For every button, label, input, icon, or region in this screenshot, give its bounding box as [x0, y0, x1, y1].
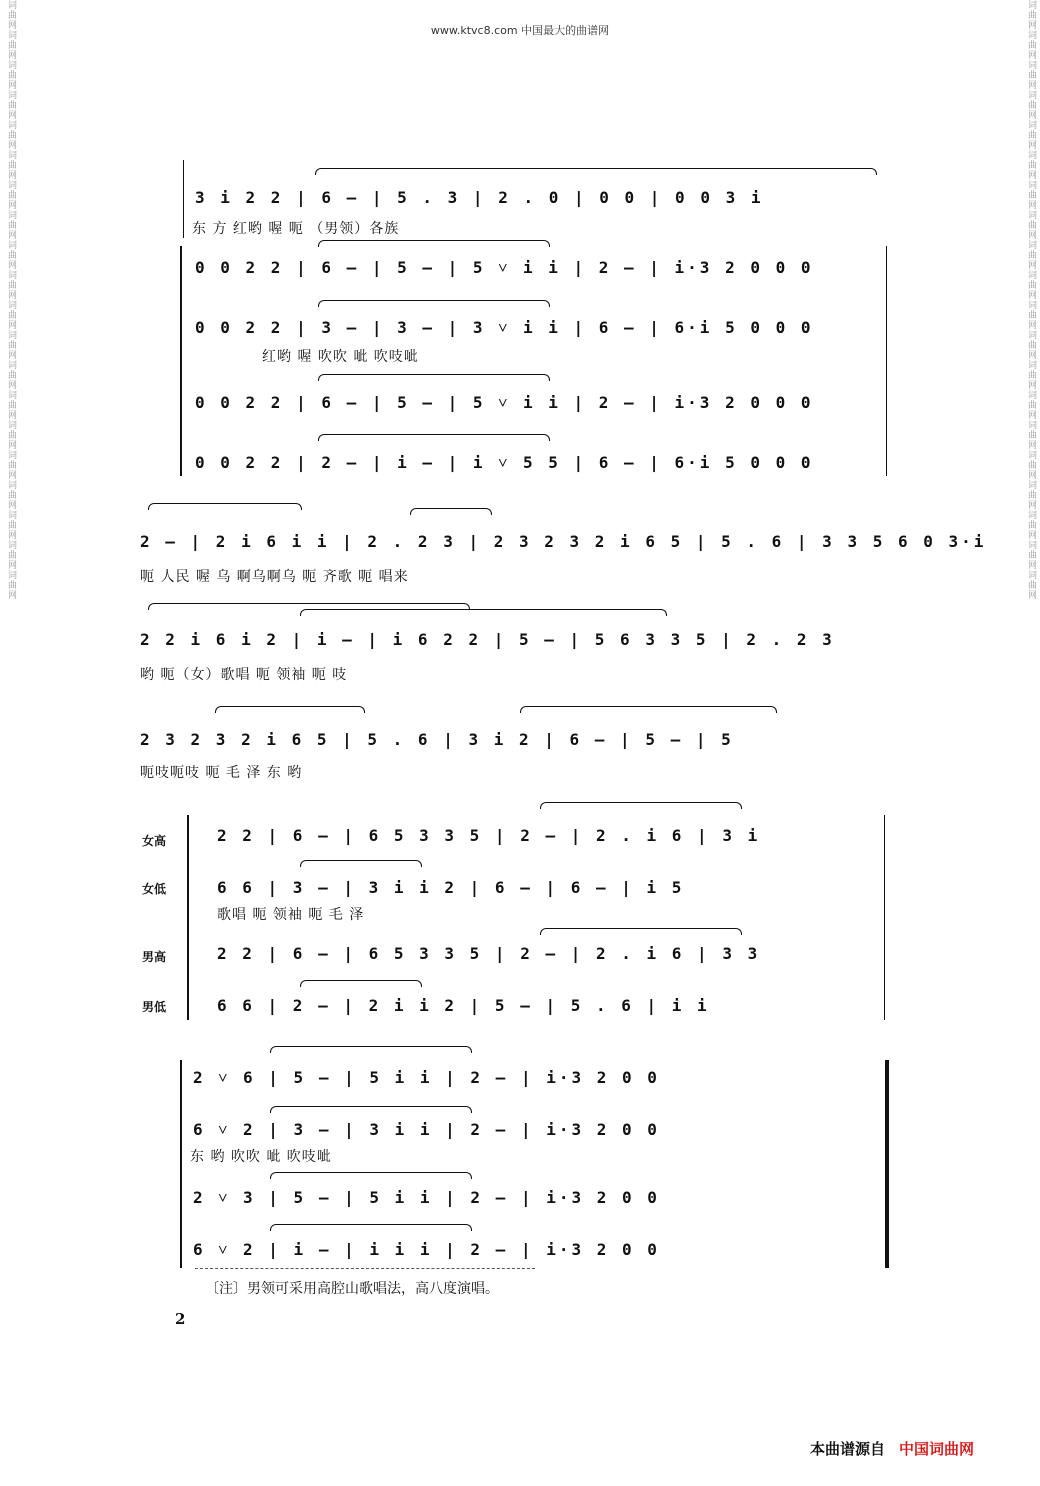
source-label: 本曲谱源自 — [810, 1440, 886, 1458]
slur — [270, 1046, 472, 1053]
lyric-line: 东 方 红哟 喔 呃 （男领）各族 — [192, 221, 400, 237]
voice-2-line: 6 ˅ 2 | 3 — | 3 i i | 2 — | i·3 2 0 0 — [193, 1120, 660, 1139]
melody-line: 3 i 2 2 | 6 — | 5 . 3 | 2 . 0 | 0 0 | 0 0 3 i — [195, 188, 764, 207]
slur — [540, 928, 742, 935]
source-footer — [810, 1438, 974, 1459]
melody-line: 2 — | 2 i 6 i i | 2 . 2 3 | 2 3 2 3 2 i 6 5 | 5 . 6 | 3 3 5 6 0 3·i — [140, 532, 987, 551]
slur — [410, 508, 492, 515]
part-label-soprano: 女高 — [142, 834, 167, 848]
side-watermark-left: 词曲网词曲网词曲网词曲网词曲网词曲网词曲网词曲网词曲网词曲网词曲网词曲网词曲网词曲网词曲网词曲网词曲网词曲网词曲网词曲网 — [6, 0, 16, 600]
choir-brace — [180, 246, 182, 476]
system-bracket — [183, 160, 184, 238]
slur — [270, 1106, 472, 1113]
lyric-line: 哟 呃（女）歌唱 呃 领袖 呃 吱 — [140, 667, 348, 683]
slur — [540, 802, 742, 809]
slur — [148, 503, 302, 510]
voice-4-line: 0 0 2 2 | 2 — | i — | i ˅ 5 5 | 6 — | 6·i 5 0 0 0 — [195, 453, 814, 472]
footnote: 〔注〕男领可采用高腔山歌唱法，高八度演唱。 — [205, 1281, 499, 1297]
voice-2-lyric: 红哟 喔 吹吹 呲 吹吱呲 — [262, 349, 419, 365]
slur — [300, 860, 422, 867]
alto-line: 6 6 | 3 — | 3 i i 2 | 6 — | 6 — | i 5 — [217, 878, 685, 897]
note-divider — [195, 1268, 535, 1275]
voice-1-line: 0 0 2 2 | 6 — | 5 — | 5 ˅ i i | 2 — | i·3 2 0 0 0 — [195, 258, 814, 277]
voice-1-line: 2 ˅ 6 | 5 — | 5 i i | 2 — | i·3 2 0 0 — [193, 1068, 660, 1087]
voice-3-line: 0 0 2 2 | 6 — | 5 — | 5 ˅ i i | 2 — | i·3 2 0 0 0 — [195, 393, 814, 412]
end-barline — [886, 246, 887, 476]
site-header: www.ktvc8.com 中国最大的曲谱网 — [430, 24, 610, 37]
slur — [270, 1224, 472, 1231]
alto-lyric: 歌唱 呃 领袖 呃 毛 泽 — [217, 907, 365, 923]
slur — [318, 434, 550, 441]
part-label-tenor: 男高 — [142, 950, 167, 964]
slur — [315, 168, 877, 175]
slur — [300, 980, 422, 987]
lyric-line: 呃 人民 喔 乌 啊乌啊乌 呃 齐歌 呃 唱来 — [140, 569, 409, 585]
voice-2-lyric: 东 哟 吹吹 呲 吹吱呲 — [190, 1149, 332, 1165]
slur — [318, 374, 550, 381]
melody-line: 2 2 i 6 i 2 | i — | i 6 2 2 | 5 — | 5 6 3 3 5 | 2 . 2 3 — [140, 630, 835, 649]
part-label-alto: 女低 — [142, 882, 167, 896]
lyric-line: 呃吱呃吱 呃 毛 泽 东 哟 — [140, 765, 303, 781]
slur — [318, 300, 550, 307]
slur — [270, 1172, 472, 1179]
part-label-bass: 男低 — [142, 1000, 167, 1014]
side-watermark-right: 词曲网词曲网词曲网词曲网词曲网词曲网词曲网词曲网词曲网词曲网词曲网词曲网词曲网词曲网词曲网词曲网词曲网词曲网词曲网词曲网 — [1026, 0, 1036, 600]
slur — [300, 609, 667, 616]
tenor-line: 2 2 | 6 — | 6 5 3 3 5 | 2 — | 2 . i 6 | 3 3 — [217, 944, 761, 963]
slur — [520, 706, 777, 713]
choir-brace — [180, 1060, 182, 1268]
brand-link[interactable]: 中国词曲网 — [899, 1440, 975, 1458]
slur — [215, 706, 365, 713]
page-number: 2 — [175, 1310, 186, 1328]
soprano-line: 2 2 | 6 — | 6 5 3 3 5 | 2 — | 2 . i 6 | 3 i — [217, 826, 761, 845]
final-barline — [885, 1060, 889, 1268]
choir-brace — [187, 815, 189, 1020]
bass-line: 6 6 | 2 — | 2 i i 2 | 5 — | 5 . 6 | i i — [217, 996, 710, 1015]
voice-2-line: 0 0 2 2 | 3 — | 3 — | 3 ˅ i i | 6 — | 6·i 5 0 0 0 — [195, 318, 814, 337]
slur — [318, 240, 550, 247]
end-barline — [884, 815, 885, 1020]
voice-3-line: 2 ˅ 3 | 5 — | 5 i i | 2 — | i·3 2 0 0 — [193, 1188, 660, 1207]
melody-line: 2 3 2 3 2 i 6 5 | 5 . 6 | 3 i 2 | 6 — | 5 — | 5 — [140, 730, 734, 749]
voice-4-line: 6 ˅ 2 | i — | i i i | 2 — | i·3 2 0 0 — [193, 1240, 660, 1259]
